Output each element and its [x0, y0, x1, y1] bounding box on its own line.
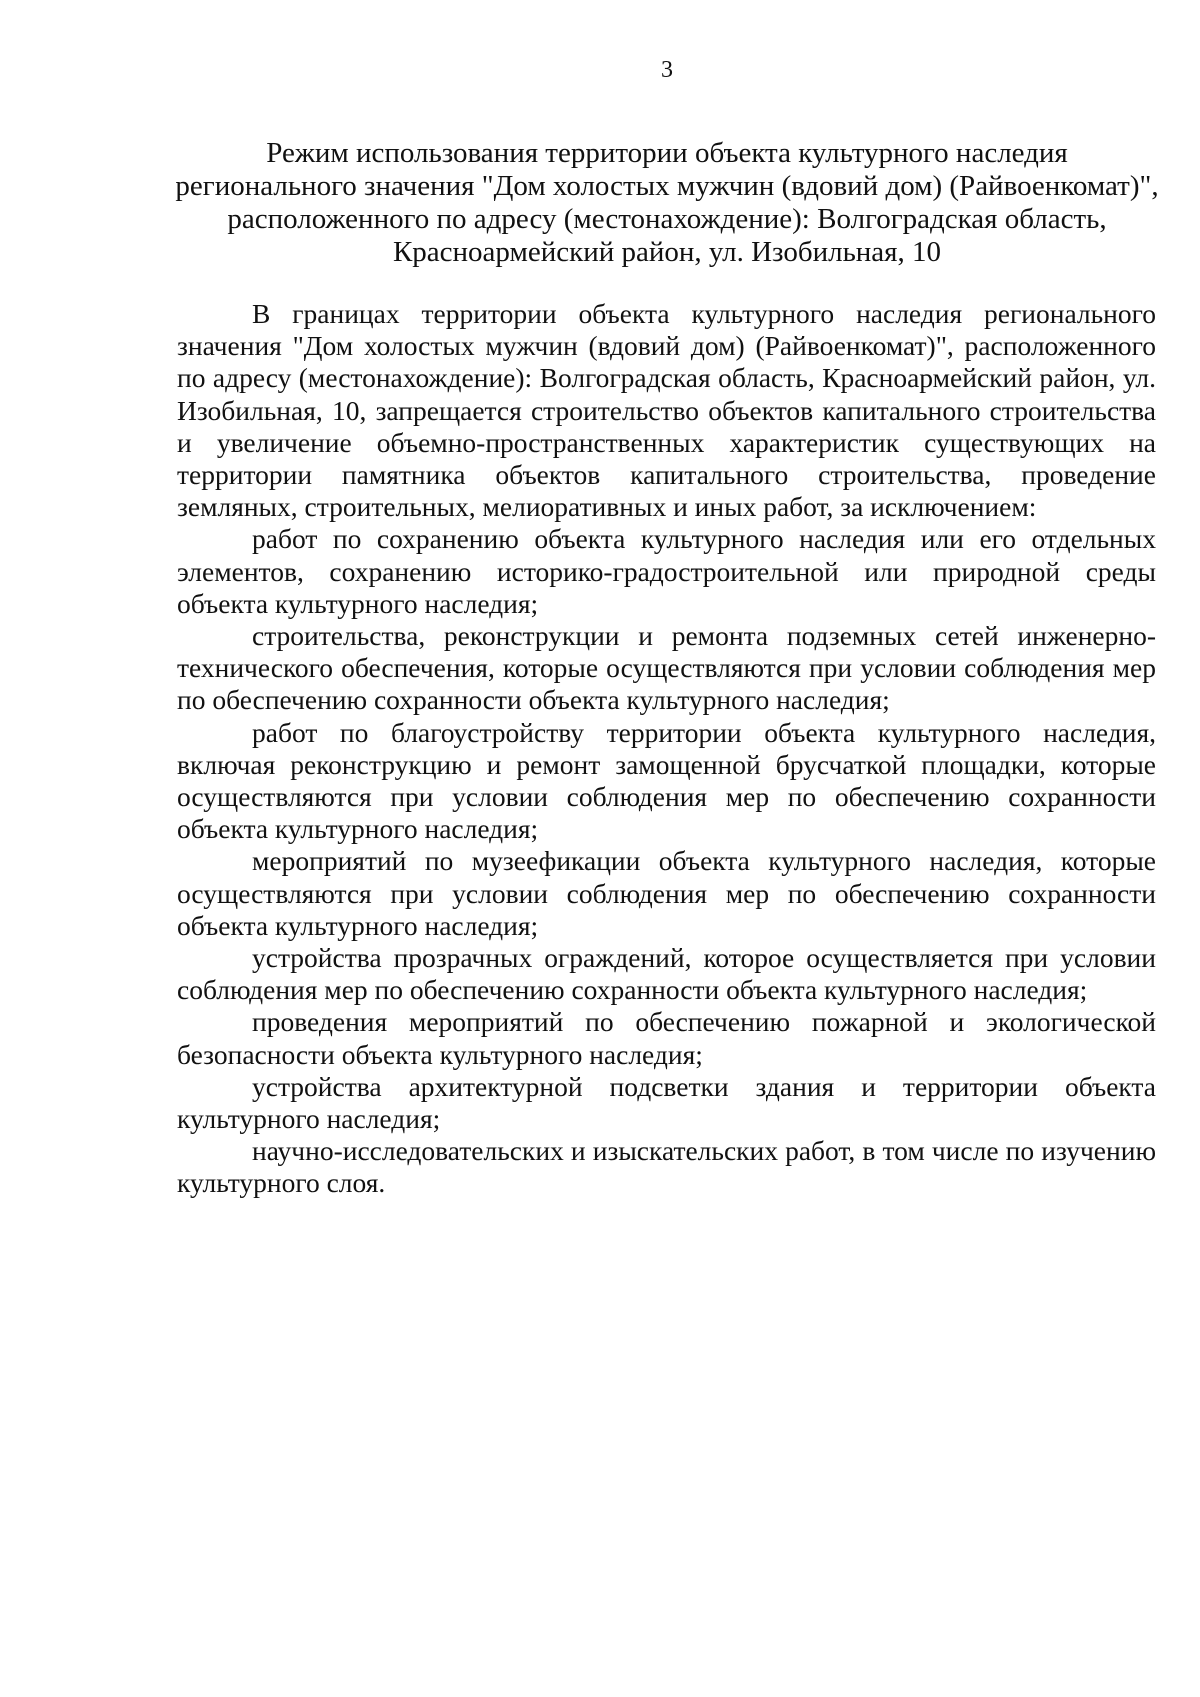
exception-item: мероприятий по музеефикации объекта культурного наследия, которые осуществляются при условии соблюдения мер по обеспечению сохранности объекта культурного наследия;	[177, 845, 1156, 941]
exception-item: работ по сохранению объекта культурного наследия или его отдельных элементов, сохранению историко-градостроительной или природной среды объекта культурного наследия;	[177, 523, 1156, 619]
document-title	[170, 137, 1164, 269]
title-line: расположенного по адресу (местонахождение): Волгоградская область,	[227, 203, 1107, 235]
title-line: Режим использования территории объекта культурного наследия	[266, 137, 1068, 169]
exception-item: строительства, реконструкции и ремонта подземных сетей инженерно-технического обеспечения, которые осуществляются при условии соблюдения мер по обеспечению сохранности объекта культурного наследия;	[177, 620, 1156, 716]
title-line: регионального значения "Дом холостых мужчин (вдовий дом) (Райвоенкомат)",	[175, 170, 1159, 202]
title-line: Красноармейский район, ул. Изобильная, 10	[392, 236, 942, 268]
page-number: 3	[661, 57, 673, 83]
intro-paragraph: В границах территории объекта культурного наследия регионального значения "Дом холостых мужчин (вдовий дом) (Райвоенкомат)", расположенного по адресу (местонахождение): Волгоградская область, Красноармейский район, ул. Изобильная, 10, запрещается строительство объектов капитального строительства и увеличение объемно-пространственных характеристик существующих на территории памятника объектов капитального строительства, проведение земляных, строительных, мелиоративных и иных работ, за исключением:	[177, 298, 1156, 523]
exception-item: научно-исследовательских и изыскательских работ, в том числе по изучению культурного слоя.	[177, 1135, 1156, 1199]
exception-item: работ по благоустройству территории объекта культурного наследия, включая реконструкцию и ремонт замощенной брусчаткой площадки, которые осуществляются при условии соблюдения мер по обеспечению сохранности объекта культурного наследия;	[177, 716, 1156, 845]
exception-item: устройства прозрачных ограждений, которое осуществляется при условии соблюдения мер по обеспечению сохранности объекта культурного наследия;	[177, 942, 1156, 1006]
document-body	[177, 298, 1156, 1200]
exception-item: устройства архитектурной подсветки здания и территории объекта культурного наследия;	[177, 1070, 1156, 1135]
exception-item: проведения мероприятий по обеспечению пожарной и экологической безопасности объекта культурного наследия;	[177, 1006, 1156, 1070]
